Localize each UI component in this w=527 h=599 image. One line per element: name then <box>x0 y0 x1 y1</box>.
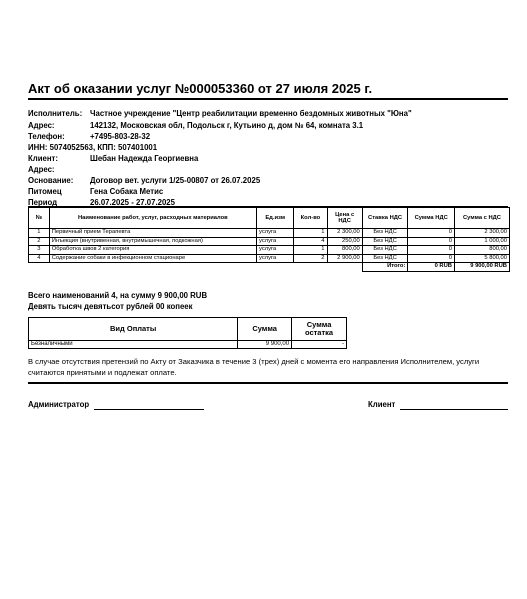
column-header: Наименование работ, услуг, расходных материалов <box>49 208 256 229</box>
table-cell: Первичный прием Терапевта <box>49 229 256 238</box>
column-header: Сумма <box>238 318 292 341</box>
info-label: Адрес: <box>28 121 55 130</box>
table-cell: услуга <box>257 246 294 255</box>
signature-label-client: Клиент <box>368 400 396 409</box>
table-cell: 9 900,00 <box>238 341 292 349</box>
table-cell: 2 900,00 <box>327 254 362 263</box>
table-cell: 250,00 <box>327 237 362 246</box>
table-cell: услуга <box>257 229 294 238</box>
table-row <box>29 246 510 255</box>
info-value: 26.07.2025 - 27.07.2025 <box>90 198 175 207</box>
table-cell: 2 300,00 <box>455 229 510 238</box>
table-cell: Без НДС <box>362 229 408 238</box>
column-header: № <box>29 208 50 229</box>
table-cell: 800,00 <box>455 246 510 255</box>
info-label: Телефон: <box>28 132 65 141</box>
acceptance-note: В случае отсутствия претензий по Акту от Заказчика в течение 3 (трех) дней с момента его направления Исполнителем, услуги считаются принятыми и подлежат оплате. <box>28 357 480 377</box>
services-table <box>28 207 510 272</box>
info-phone <box>28 132 150 141</box>
total-vat: 0 RUB <box>408 263 455 272</box>
summary-in-words: Девять тысяч девятьсот рублей 00 копеек <box>28 302 193 311</box>
table-cell: 2 <box>294 254 327 263</box>
info-value: Шебан Надежда Георгиевна <box>90 154 199 163</box>
table-header-row <box>29 208 510 229</box>
info-client <box>28 154 198 163</box>
table-cell: 2 300,00 <box>327 229 362 238</box>
info-label: Период <box>28 198 58 207</box>
total-sum: 9 900,00 RUB <box>455 263 510 272</box>
signature-line-client <box>400 409 508 410</box>
table-cell: 1 <box>29 229 50 238</box>
table-cell: Без НДС <box>362 237 408 246</box>
document-title: Акт об оказании услуг №000053360 от 27 июля 2025 г. <box>28 81 373 96</box>
info-value: 142132, Московская обл, Подольск г, Кутьино д, дом № 64, комната 3.1 <box>90 121 364 130</box>
table-cell: Инъекция (внутривенная, внутримышечная, подкожная) <box>49 237 256 246</box>
table-cell: 0 <box>408 229 455 238</box>
table-cell: Без НДС <box>362 254 408 263</box>
note-divider <box>28 382 508 384</box>
column-header: Сумма НДС <box>408 208 455 229</box>
table-cell: 1 000,00 <box>455 237 510 246</box>
summary-total: Всего наименований 4, на сумму 9 900,00 RUB <box>28 291 208 300</box>
column-header: Сумма остатка <box>292 318 347 341</box>
info-basis <box>28 176 260 185</box>
info-inn <box>28 143 157 152</box>
table-cell: Безналичными <box>29 341 238 349</box>
signature-label-admin: Администратор <box>28 400 90 409</box>
table-cell: 2 <box>29 237 50 246</box>
info-label: ИНН: 5074052563, КПП: 507401001 <box>28 143 158 152</box>
table-cell: 1 <box>294 246 327 255</box>
table-cell: услуга <box>257 254 294 263</box>
info-executor <box>28 109 412 118</box>
table-cell: 0 <box>408 246 455 255</box>
table-cell: 4 <box>29 254 50 263</box>
table-cell: 800,00 <box>327 246 362 255</box>
info-label: Клиент: <box>28 154 58 163</box>
table-cell: 3 <box>29 246 50 255</box>
column-header: Ставка НДС <box>362 208 408 229</box>
payment-header-row <box>29 318 347 341</box>
table-cell: услуга <box>257 237 294 246</box>
info-value: Частное учреждение "Центр реабилитации временно бездомных животных "Юна" <box>90 109 412 118</box>
signature-line-admin <box>94 409 204 410</box>
column-header: Вид Оплаты <box>29 318 238 341</box>
info-client-address <box>28 165 90 174</box>
table-total-row <box>29 263 510 272</box>
info-pet <box>28 187 163 196</box>
table-cell: - <box>292 341 347 349</box>
table-cell: 0 <box>408 254 455 263</box>
info-label: Адрес: <box>28 165 55 174</box>
table-cell: 1 <box>294 229 327 238</box>
table-row <box>29 237 510 246</box>
column-header: Кол-во <box>294 208 327 229</box>
table-cell: Без НДС <box>362 246 408 255</box>
table-cell: 5 800,00 <box>455 254 510 263</box>
column-header: Ед.изм <box>257 208 294 229</box>
info-label: Основание: <box>28 176 74 185</box>
column-header: Сумма с НДС <box>455 208 510 229</box>
payment-table <box>28 317 347 349</box>
info-label: Исполнитель: <box>28 109 83 118</box>
info-value: +7495-803-28-32 <box>90 132 151 141</box>
info-executor-address <box>28 121 363 130</box>
total-label: Итого: <box>362 263 408 272</box>
info-value: Договор вет. услуги 1/25-00807 от 26.07.2025 <box>90 176 261 185</box>
info-label: Питомец <box>28 187 62 196</box>
table-cell: 0 <box>408 237 455 246</box>
table-cell: 4 <box>294 237 327 246</box>
table-cell: Содержание собаки в инфекционном стационаре <box>49 254 256 263</box>
info-value: Гена Собака Метис <box>90 187 164 196</box>
column-header: Цена с НДС <box>327 208 362 229</box>
table-row <box>29 229 510 238</box>
table-row <box>29 254 510 263</box>
table-cell: Обработка швов 2 категория <box>49 246 256 255</box>
table-row <box>29 341 347 349</box>
title-divider <box>28 98 508 100</box>
